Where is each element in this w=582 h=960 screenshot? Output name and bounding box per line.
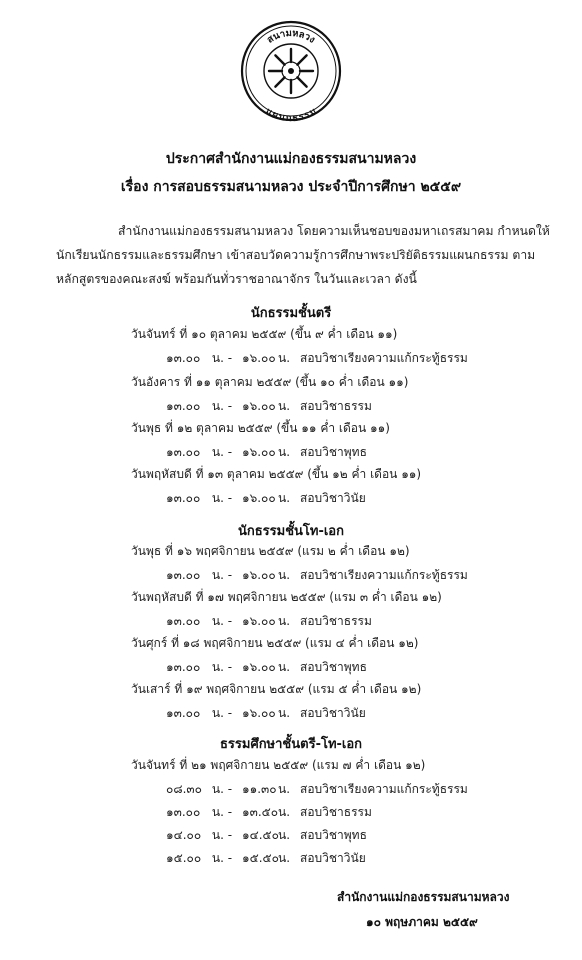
announcement-title: ประกาศสำนักงานแม่กองธรรมสนามหลวง (165, 151, 417, 167)
time-unit: น. (278, 614, 291, 628)
exam-subject: สอบวิชาธรรม (300, 399, 372, 413)
time-unit: น. (278, 351, 291, 365)
exam-time-slot (166, 658, 367, 677)
start-time: ๑๓.๐๐ (166, 614, 201, 628)
time-separator: น. - (211, 660, 233, 674)
exam-time-slot (166, 489, 366, 508)
time-unit: น. (278, 399, 291, 413)
end-time: ๑๖.๐๐ (242, 660, 276, 674)
time-separator: น. - (211, 568, 233, 582)
section-heading: นักธรรมชั้นโท-เอก (237, 524, 344, 539)
seal-bottom-text: แผนกธรรม (263, 106, 319, 122)
time-unit: น. (278, 782, 291, 796)
exam-day: วันพฤหัสบดี ที่ ๑๗ พฤศจิกายน ๒๕๕๙ (แรม ๓ ค่ำ เดือน ๑๒) (131, 590, 442, 604)
exam-time-slot (166, 849, 366, 868)
exam-time-slot (166, 704, 366, 723)
end-time: ๑๖.๐๐ (242, 399, 276, 413)
time-separator: น. - (211, 706, 233, 720)
start-time: ๑๕.๐๐ (166, 851, 202, 865)
exam-day: วันพุธ ที่ ๑๖ พฤศจิกายน ๒๕๕๙ (แรม ๒ ค่ำ เดือน ๑๒) (131, 544, 410, 558)
time-unit: น. (278, 568, 291, 582)
exam-time-slot (166, 803, 372, 822)
seal-top-text: สนามหลวง (265, 27, 317, 46)
time-unit: น. (278, 805, 291, 819)
end-time: ๑๖.๐๐ (242, 568, 276, 582)
time-unit: น. (278, 828, 291, 842)
exam-subject: สอบวิชาวินัย (300, 706, 366, 720)
exam-time-slot (166, 612, 372, 631)
start-time: ๑๓.๐๐ (166, 706, 201, 720)
end-time: ๑๖.๐๐ (242, 706, 276, 720)
exam-time-slot (166, 349, 468, 368)
exam-subject: สอบวิชาธรรม (300, 614, 372, 628)
exam-day: วันจันทร์ ที่ ๒๑ พฤศจิกายน ๒๕๕๙ (แรม ๗ ค่ำ เดือน ๑๒) (131, 758, 426, 772)
end-time: ๑๑.๓๐ (242, 782, 277, 796)
exam-subject: สอบวิชาวินัย (300, 491, 366, 505)
time-unit: น. (278, 706, 291, 720)
start-time: ๑๓.๐๐ (166, 445, 201, 459)
start-time: ๑๓.๐๐ (166, 660, 201, 674)
section-heading: ธรรมศึกษาชั้นตรี-โท-เอก (219, 737, 363, 752)
time-separator: น. - (211, 782, 233, 796)
exam-day: วันจันทร์ ที่ ๑๐ ตุลาคม ๒๕๕๙ (ขึ้น ๙ ค่ำ เดือน ๑๑) (131, 327, 398, 341)
exam-subject: สอบวิชาเรียงความแก้กระทู้ธรรม (300, 782, 468, 796)
start-time: ๐๘.๓๐ (166, 782, 202, 796)
end-time: ๑๕.๕๐ (242, 851, 279, 865)
end-time: ๑๖.๐๐ (242, 491, 276, 505)
time-unit: น. (278, 491, 291, 505)
time-unit: น. (278, 851, 291, 865)
exam-day: วันเสาร์ ที่ ๑๙ พฤศจิกายน ๒๕๕๙ (แรม ๕ ค่ำ เดือน ๑๒) (131, 682, 422, 696)
exam-subject: สอบวิชาเรียงความแก้กระทู้ธรรม (300, 568, 468, 582)
start-time: ๑๓.๐๐ (166, 351, 201, 365)
end-time: ๑๖.๐๐ (242, 351, 276, 365)
announcement-subject: เรื่อง การสอบธรรมสนามหลวง ประจำปีการศึกษา ๒๕๕๙ (120, 179, 462, 195)
time-separator: น. - (211, 614, 233, 628)
exam-day: วันศุกร์ ที่ ๑๘ พฤศจิกายน ๒๕๕๙ (แรม ๔ ค่ำ เดือน ๑๒) (131, 636, 419, 650)
exam-subject: สอบวิชาเรียงความแก้กระทู้ธรรม (300, 351, 468, 365)
svg-text:แผนกธรรม (264, 106, 319, 122)
time-separator: น. - (211, 491, 233, 505)
time-unit: น. (278, 660, 291, 674)
exam-day: วันพฤหัสบดี ที่ ๑๓ ตุลาคม ๒๕๕๙ (ขึ้น ๑๒ ค่ำ เดือน ๑๑) (131, 467, 422, 481)
exam-day: วันพุธ ที่ ๑๒ ตุลาคม ๒๕๕๙ (ขึ้น ๑๑ ค่ำ เดือน ๑๑) (131, 421, 390, 435)
exam-time-slot (166, 397, 372, 416)
sanam-luang-seal-logo (240, 20, 342, 122)
time-separator: น. - (211, 851, 233, 865)
signature-office: สำนักงานแม่กองธรรมสนามหลวง (337, 890, 510, 904)
exam-time-slot (166, 826, 367, 845)
start-time: ๑๓.๐๐ (166, 399, 201, 413)
svg-text:สนามหลวง (265, 28, 317, 46)
start-time: ๑๓.๐๐ (166, 491, 201, 505)
start-time: ๑๔.๐๐ (166, 828, 202, 842)
section-heading: นักธรรมชั้นตรี (250, 306, 332, 321)
exam-time-slot (166, 780, 468, 799)
end-time: ๑๖.๐๐ (242, 614, 276, 628)
exam-subject: สอบวิชาพุทธ (300, 660, 367, 674)
exam-subject: สอบวิชาวินัย (300, 851, 366, 865)
exam-subject: สอบวิชาพุทธ (300, 828, 367, 842)
intro-line-2: นักเรียนนักธรรมและธรรมศึกษา เข้าสอบวัดความรู้การศึกษาพระปริยัติธรรมแผนกธรรม ตาม (56, 248, 536, 262)
intro-line-3: หลักสูตรของคณะสงฆ์ พร้อมกันทั่วราชอาณาจักร ในวันและเวลา ดังนี้ (56, 272, 417, 286)
exam-subject: สอบวิชาพุทธ (300, 445, 367, 459)
exam-time-slot (166, 443, 367, 462)
exam-day: วันอังคาร ที่ ๑๑ ตุลาคม ๒๕๕๙ (ขึ้น ๑๐ ค่ำ เดือน ๑๑) (131, 375, 409, 389)
time-separator: น. - (211, 399, 233, 413)
exam-time-slot (166, 566, 468, 585)
start-time: ๑๓.๐๐ (166, 568, 201, 582)
start-time: ๑๓.๐๐ (166, 805, 201, 819)
time-separator: น. - (211, 351, 233, 365)
end-time: ๑๖.๐๐ (242, 445, 276, 459)
signature-date: ๑๐ พฤษภาคม ๒๕๕๙ (366, 915, 478, 929)
time-separator: น. - (211, 805, 233, 819)
exam-subject: สอบวิชาธรรม (300, 805, 372, 819)
time-separator: น. - (211, 828, 233, 842)
intro-line-1: สำนักงานแม่กองธรรมสนามหลวง โดยความเห็นชอบของมหาเถรสมาคม กำหนดให้ (118, 224, 550, 238)
time-separator: น. - (211, 445, 233, 459)
end-time: ๑๓.๕๐ (242, 805, 279, 819)
end-time: ๑๔.๕๐ (242, 828, 279, 842)
time-unit: น. (278, 445, 291, 459)
